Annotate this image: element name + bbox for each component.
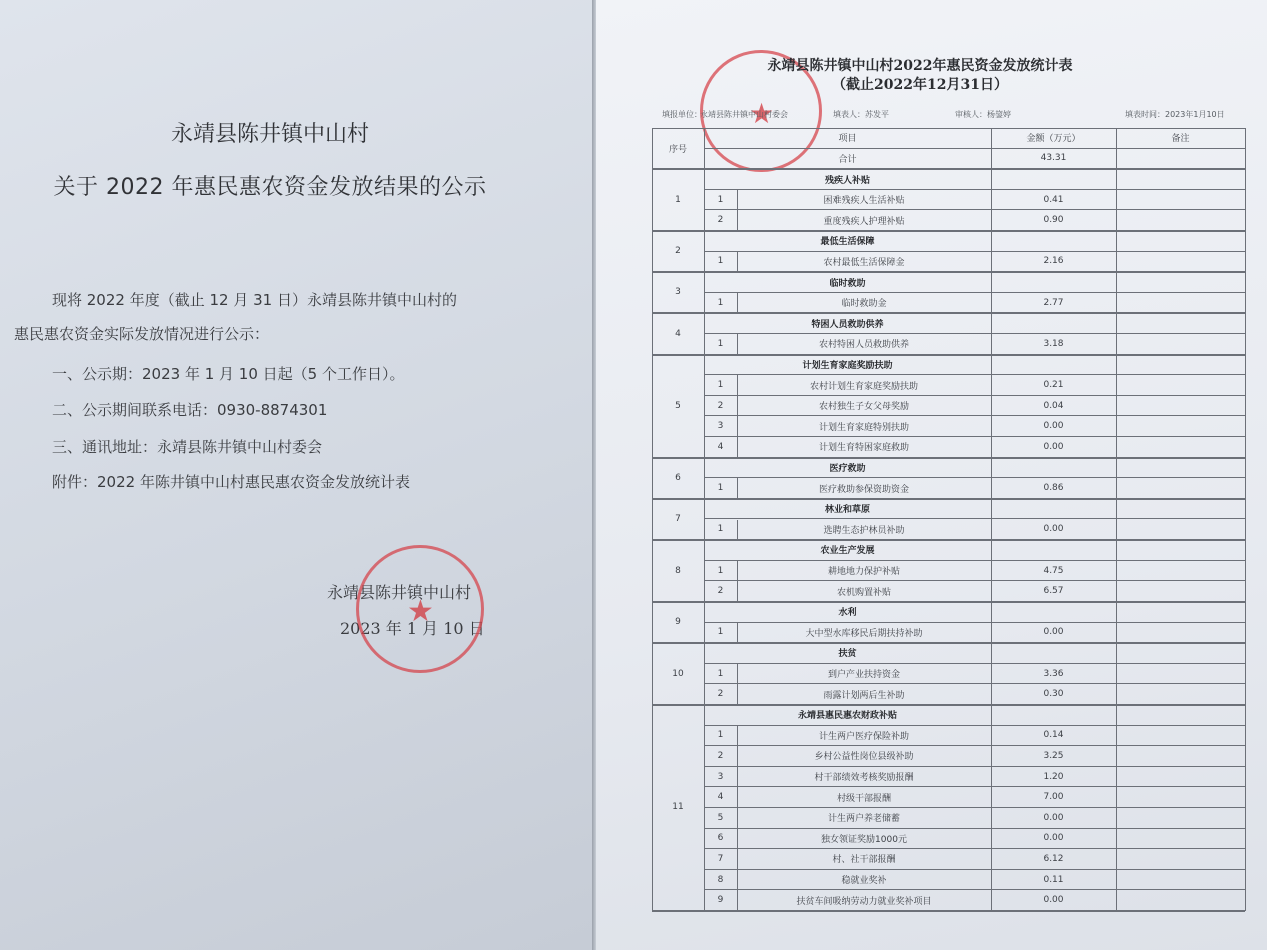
group-category: 医疗救助 — [704, 458, 991, 479]
table-vline — [737, 890, 738, 911]
group-amount — [991, 643, 1116, 664]
reviewer: 审核人：杨鋆婷 — [955, 110, 1011, 119]
group-category: 扶贫 — [704, 643, 991, 664]
notice-title-line2: 关于 2022 年惠民惠农资金发放结果的公示 — [53, 175, 487, 200]
item-name: 重度残疾人护理补贴 — [737, 210, 991, 231]
seal-star-icon: ★ — [407, 594, 434, 629]
item-no: 1 — [704, 623, 737, 644]
group-amount — [991, 169, 1116, 190]
item-note — [1116, 808, 1245, 829]
table-vline — [991, 128, 992, 169]
item-no: 2 — [704, 746, 737, 767]
item-no: 4 — [704, 437, 737, 458]
item-note — [1116, 664, 1245, 685]
group-seq: 5 — [652, 355, 704, 458]
item-amount: 0.00 — [991, 829, 1116, 850]
table-title: 永靖县陈井镇中山村2022年惠民资金发放统计表 — [767, 58, 1073, 74]
filled-by-person: 填表人：苏发平 — [833, 110, 889, 119]
item-no: 1 — [704, 293, 737, 314]
table-vline — [737, 787, 738, 808]
group-amount — [991, 272, 1116, 293]
group-amount — [991, 458, 1116, 479]
table-vline — [737, 870, 738, 891]
group-seq: 11 — [652, 705, 704, 911]
item-name: 扶贫车间吸纳劳动力就业奖补项目 — [737, 890, 991, 911]
item-note — [1116, 581, 1245, 602]
item-no: 2 — [704, 210, 737, 231]
item-name: 临时救助金 — [737, 293, 991, 314]
table-vline — [737, 726, 738, 747]
group-amount — [991, 705, 1116, 726]
item-amount: 0.00 — [991, 890, 1116, 911]
item-no: 1 — [704, 252, 737, 273]
group-seq: 8 — [652, 540, 704, 602]
item-name: 稳就业奖补 — [737, 870, 991, 891]
notice-item3: 三、通讯地址：永靖县陈井镇中山村委会 — [52, 438, 323, 456]
item-amount: 0.00 — [991, 808, 1116, 829]
item-note — [1116, 684, 1245, 705]
item-name: 农村特困人员救助供养 — [737, 334, 991, 355]
item-name: 耕地地力保护补贴 — [737, 561, 991, 582]
group-note — [1116, 643, 1245, 664]
group-note — [1116, 602, 1245, 623]
table-vline — [737, 581, 738, 602]
item-note — [1116, 210, 1245, 231]
item-no: 3 — [704, 767, 737, 788]
table-vline — [737, 375, 738, 396]
table-vline — [737, 190, 738, 211]
item-no: 1 — [704, 664, 737, 685]
item-no: 1 — [704, 520, 737, 541]
item-name: 计划生育家庭特别扶助 — [737, 416, 991, 437]
notice-sign-date: 2023 年 1 月 10 日 — [340, 619, 485, 638]
group-amount — [991, 313, 1116, 334]
item-amount: 0.41 — [991, 190, 1116, 211]
group-category: 临时救助 — [704, 272, 991, 293]
item-name: 计划生育特困家庭救助 — [737, 437, 991, 458]
group-amount — [991, 231, 1116, 252]
item-no: 1 — [704, 190, 737, 211]
item-no: 1 — [704, 478, 737, 499]
seal-star-icon: ★ — [749, 97, 775, 130]
item-amount: 0.04 — [991, 396, 1116, 417]
item-name: 计生两户养老储蓄 — [737, 808, 991, 829]
item-amount: 2.16 — [991, 252, 1116, 273]
group-category: 永靖县惠民惠农财政补贴 — [704, 705, 991, 726]
item-no: 6 — [704, 829, 737, 850]
table-vline — [704, 128, 705, 169]
notice-item1: 一、公示期：2023 年 1 月 10 日起（5 个工作日）。 — [52, 365, 405, 383]
official-seal-left — [356, 545, 484, 673]
item-no: 8 — [704, 870, 737, 891]
item-amount: 6.12 — [991, 849, 1116, 870]
item-note — [1116, 437, 1245, 458]
item-no: 3 — [704, 416, 737, 437]
group-note — [1116, 169, 1245, 190]
item-name: 农村最低生活保障金 — [737, 252, 991, 273]
group-category: 特困人员救助供养 — [704, 313, 991, 334]
table-vline — [737, 252, 738, 273]
item-name: 困难残疾人生活补贴 — [737, 190, 991, 211]
total-amount: 43.31 — [991, 149, 1116, 170]
item-name: 村干部绩效考核奖励报酬 — [737, 767, 991, 788]
item-name: 计生两户医疗保险补助 — [737, 726, 991, 747]
item-amount: 0.14 — [991, 726, 1116, 747]
item-name: 医疗救助参保资助资金 — [737, 478, 991, 499]
group-amount — [991, 499, 1116, 520]
header-seq: 序号 — [652, 128, 704, 169]
group-amount — [991, 540, 1116, 561]
item-name: 雨露计划两后生补助 — [737, 684, 991, 705]
item-no: 9 — [704, 890, 737, 911]
item-name: 农村计划生育家庭奖励扶助 — [737, 375, 991, 396]
statistics-table — [652, 128, 1245, 911]
item-amount: 0.11 — [991, 870, 1116, 891]
item-amount: 0.90 — [991, 210, 1116, 231]
group-seq: 7 — [652, 499, 704, 540]
item-note — [1116, 416, 1245, 437]
notice-sheet — [0, 0, 596, 950]
item-note — [1116, 746, 1245, 767]
table-vline — [737, 664, 738, 685]
table-vline — [737, 416, 738, 437]
header-amount: 金额（万元） — [991, 128, 1116, 149]
table-vline — [737, 334, 738, 355]
group-seq: 9 — [652, 602, 704, 643]
filled-by-unit-label: 填报单位： — [662, 110, 702, 119]
table-vline — [737, 849, 738, 870]
item-no: 1 — [704, 334, 737, 355]
group-seq: 3 — [652, 272, 704, 313]
group-note — [1116, 705, 1245, 726]
notice-body-line2: 惠民惠农资金实际发放情况进行公示： — [14, 325, 270, 343]
total-note — [1116, 149, 1245, 170]
notice-attachment: 附件：2022 年陈井镇中山村惠民惠农资金发放统计表 — [52, 473, 410, 491]
item-no: 2 — [704, 581, 737, 602]
item-name: 村、社干部报酬 — [737, 849, 991, 870]
item-amount: 0.21 — [991, 375, 1116, 396]
table-vline — [737, 293, 738, 314]
item-note — [1116, 870, 1245, 891]
item-note — [1116, 767, 1245, 788]
item-note — [1116, 478, 1245, 499]
group-note — [1116, 272, 1245, 293]
item-no: 1 — [704, 561, 737, 582]
table-vline — [737, 767, 738, 788]
group-note — [1116, 540, 1245, 561]
table-vline — [737, 396, 738, 417]
item-no: 1 — [704, 375, 737, 396]
item-name: 到户产业扶持资金 — [737, 664, 991, 685]
item-note — [1116, 520, 1245, 541]
group-category: 计划生育家庭奖励扶助 — [704, 355, 991, 376]
item-amount: 0.00 — [991, 416, 1116, 437]
item-amount: 3.25 — [991, 746, 1116, 767]
item-note — [1116, 849, 1245, 870]
group-seq: 10 — [652, 643, 704, 705]
item-note — [1116, 190, 1245, 211]
group-note — [1116, 231, 1245, 252]
item-name: 农机购置补贴 — [737, 581, 991, 602]
table-vline — [737, 520, 738, 541]
item-note — [1116, 293, 1245, 314]
item-name: 独女领证奖励1000元 — [737, 829, 991, 850]
table-vline — [1116, 128, 1117, 169]
table-vline — [737, 210, 738, 231]
group-amount — [991, 602, 1116, 623]
table-subtitle: （截止2022年12月31日） — [832, 77, 1008, 93]
item-amount: 6.57 — [991, 581, 1116, 602]
item-name: 农村独生子女父母奖励 — [737, 396, 991, 417]
item-no: 4 — [704, 787, 737, 808]
group-seq: 6 — [652, 458, 704, 499]
item-name: 选聘生态护林员补助 — [737, 520, 991, 541]
item-no: 2 — [704, 684, 737, 705]
item-amount: 1.20 — [991, 767, 1116, 788]
item-amount: 0.00 — [991, 437, 1116, 458]
item-note — [1116, 396, 1245, 417]
group-category: 水利 — [704, 602, 991, 623]
item-amount: 3.36 — [991, 664, 1116, 685]
table-vline — [737, 746, 738, 767]
item-amount: 3.18 — [991, 334, 1116, 355]
item-note — [1116, 726, 1245, 747]
item-amount: 0.00 — [991, 623, 1116, 644]
group-category: 残疾人补贴 — [704, 169, 991, 190]
group-note — [1116, 499, 1245, 520]
notice-item2: 二、公示期间联系电话：0930-8874301 — [52, 401, 328, 419]
item-note — [1116, 623, 1245, 644]
table-vline — [737, 684, 738, 705]
table-vline — [737, 808, 738, 829]
item-amount: 4.75 — [991, 561, 1116, 582]
group-amount — [991, 355, 1116, 376]
group-note — [1116, 458, 1245, 479]
item-no: 7 — [704, 849, 737, 870]
item-name: 村级干部报酬 — [737, 787, 991, 808]
item-note — [1116, 334, 1245, 355]
item-no: 2 — [704, 396, 737, 417]
header-item: 项目 — [704, 128, 991, 149]
item-note — [1116, 787, 1245, 808]
item-amount: 0.86 — [991, 478, 1116, 499]
item-note — [1116, 375, 1245, 396]
item-amount: 2.77 — [991, 293, 1116, 314]
group-note — [1116, 313, 1245, 334]
table-vline — [737, 478, 738, 499]
group-category: 最低生活保障 — [704, 231, 991, 252]
item-amount: 0.00 — [991, 520, 1116, 541]
notice-body-line1: 现将 2022 年度（截止 12 月 31 日）永靖县陈井镇中山村的 — [52, 291, 457, 309]
table-vline — [737, 561, 738, 582]
item-note — [1116, 890, 1245, 911]
header-note: 备注 — [1116, 128, 1245, 149]
item-note — [1116, 252, 1245, 273]
table-vline — [737, 437, 738, 458]
item-note — [1116, 829, 1245, 850]
item-note — [1116, 561, 1245, 582]
table-hline — [652, 911, 1245, 912]
fill-date: 填表时间：2023年1月10日 — [1125, 110, 1225, 119]
notice-title-line1: 永靖县陈井镇中山村 — [170, 122, 369, 147]
group-category: 林业和草原 — [704, 499, 991, 520]
table-vline — [737, 829, 738, 850]
group-category: 农业生产发展 — [704, 540, 991, 561]
item-amount: 0.30 — [991, 684, 1116, 705]
notice-sign-org: 永靖县陈井镇中山村 — [327, 583, 472, 602]
item-no: 5 — [704, 808, 737, 829]
item-amount: 7.00 — [991, 787, 1116, 808]
item-no: 1 — [704, 726, 737, 747]
item-name: 乡村公益性岗位县级补助 — [737, 746, 991, 767]
total-label: 合计 — [704, 149, 991, 170]
group-seq: 1 — [652, 169, 704, 231]
table-vline — [737, 623, 738, 644]
group-seq: 2 — [652, 231, 704, 272]
item-name: 大中型水库移民后期扶持补助 — [737, 623, 991, 644]
table-vline — [1245, 128, 1246, 911]
filled-by-unit: 永靖县陈井镇中山村委会 — [700, 110, 788, 119]
group-seq: 4 — [652, 313, 704, 354]
group-note — [1116, 355, 1245, 376]
